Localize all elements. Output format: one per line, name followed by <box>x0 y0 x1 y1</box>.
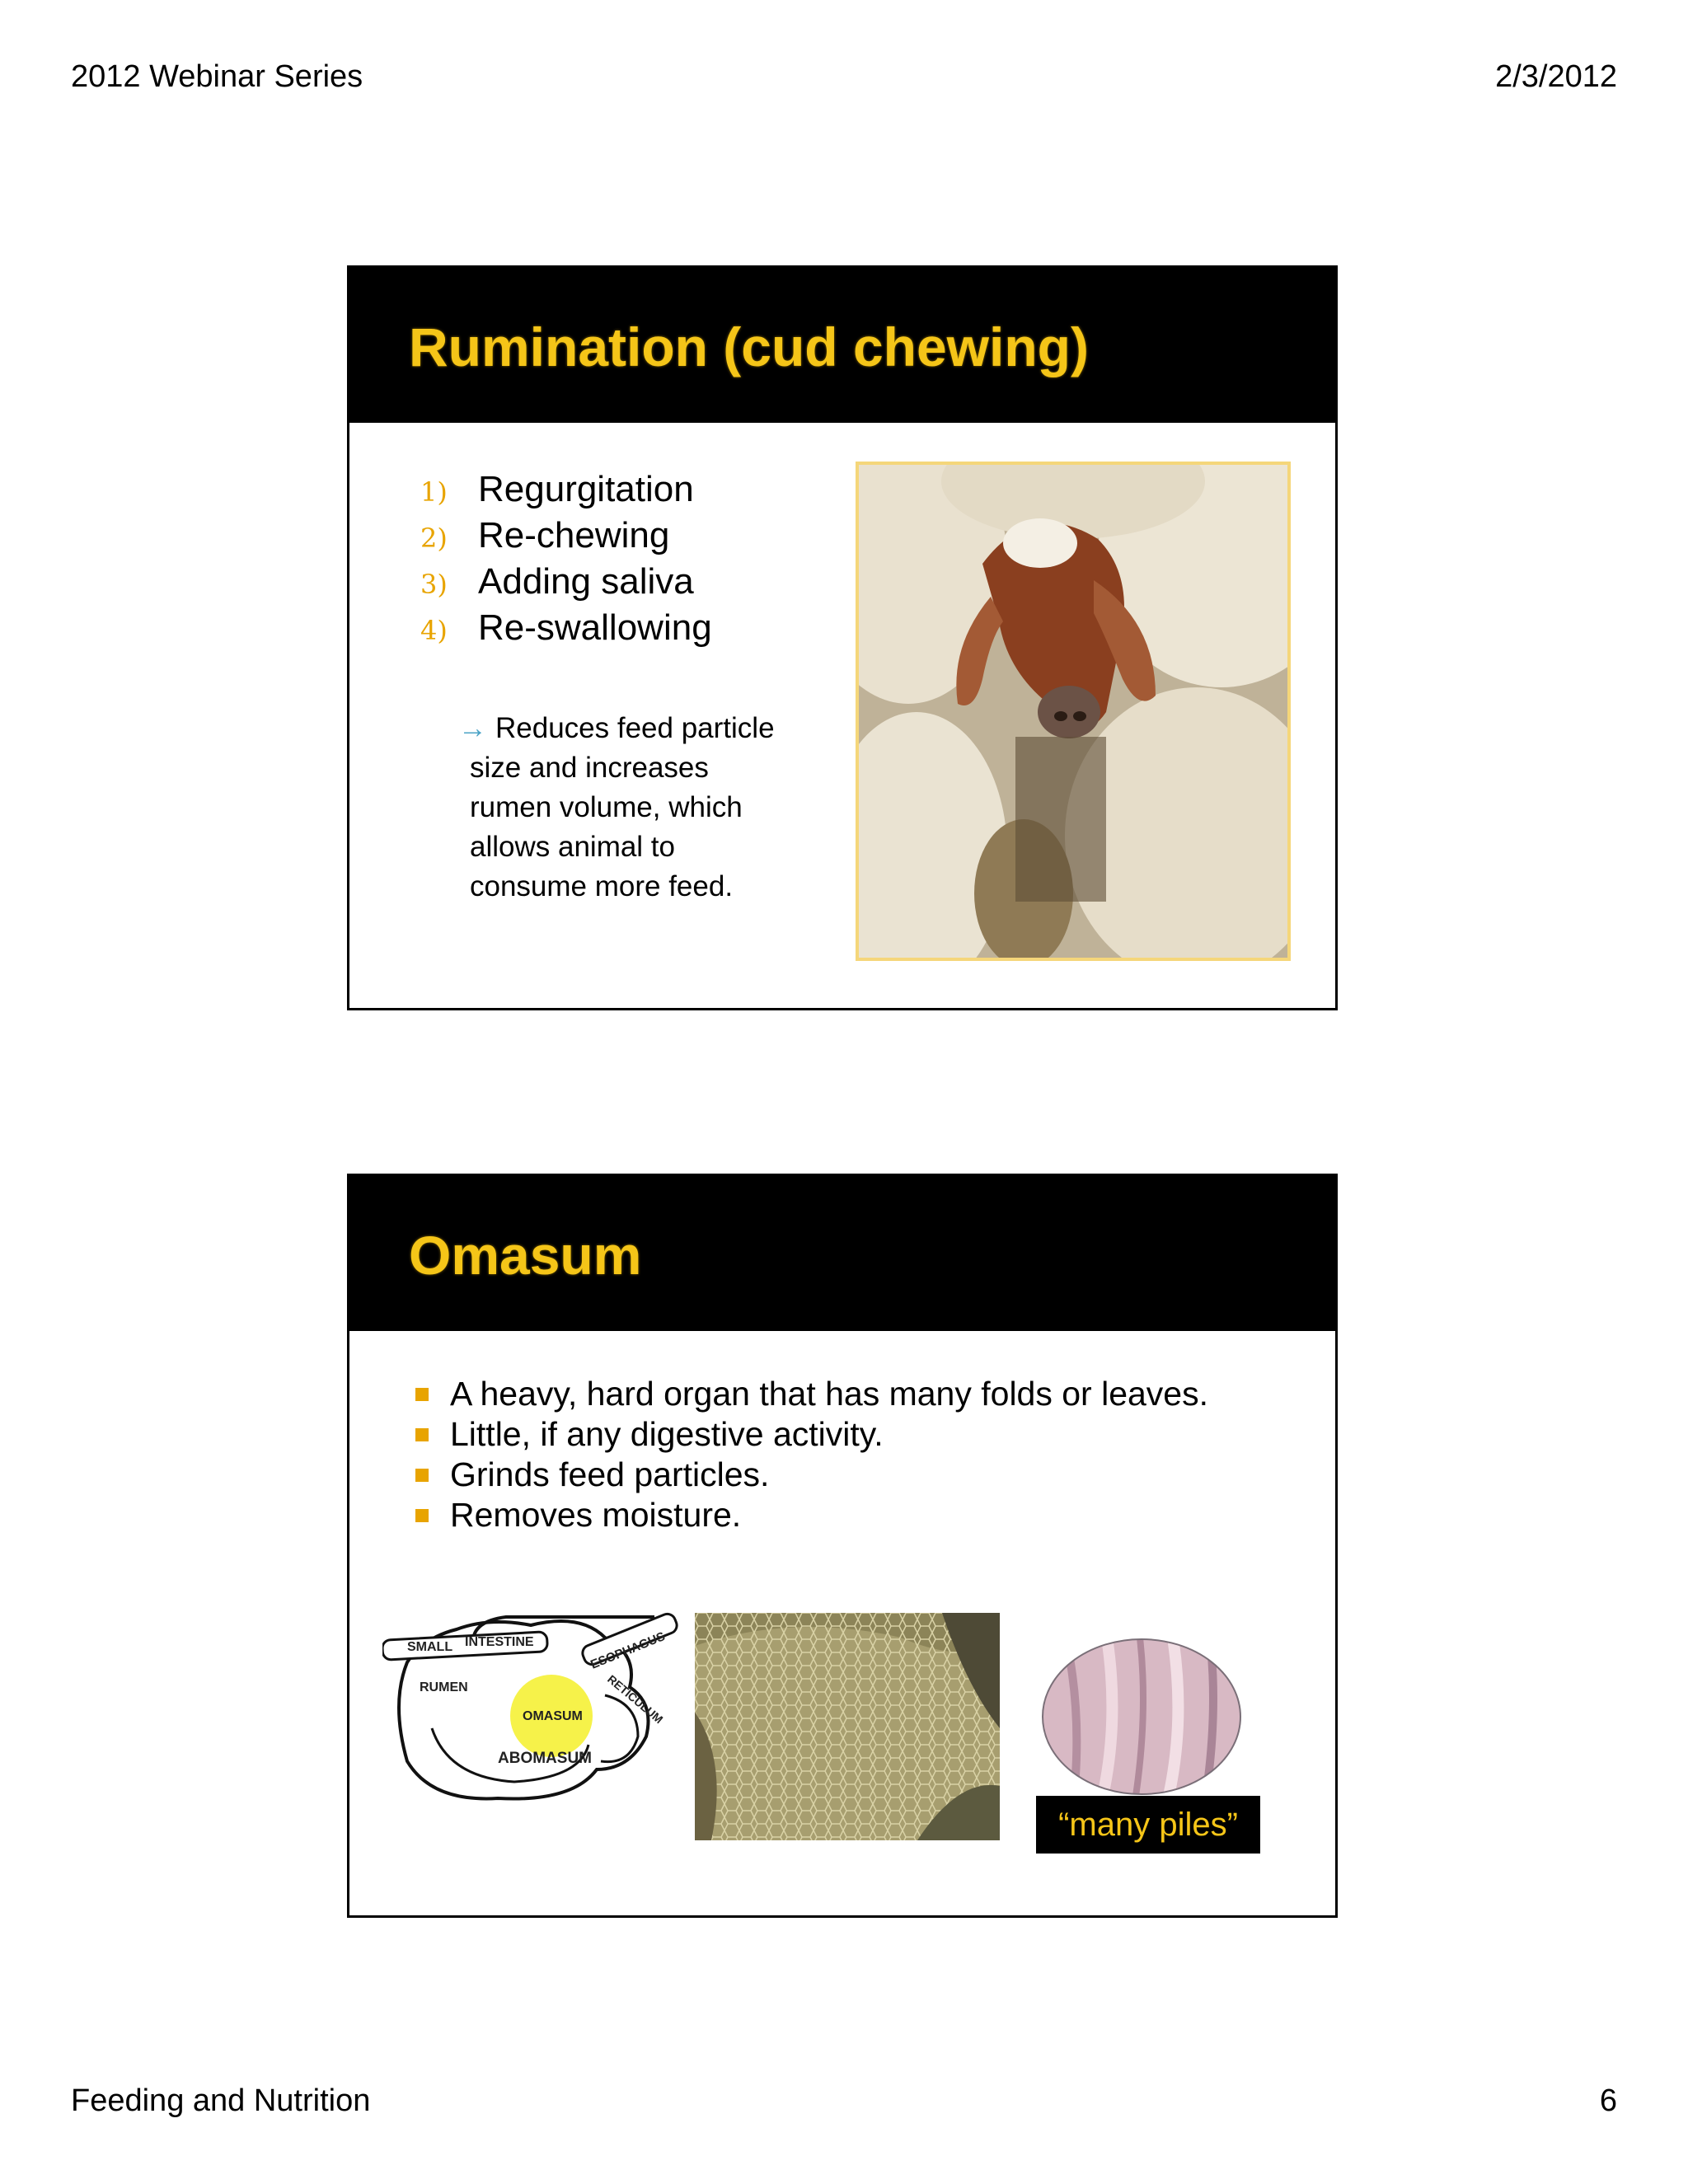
rumination-note <box>458 709 821 907</box>
square-bullet-icon <box>415 1509 429 1522</box>
bullet-text: A heavy, hard organ that has many folds or leaves. <box>450 1375 1208 1413</box>
arrow-right-icon: → <box>458 712 487 744</box>
step-text: Adding saliva <box>478 561 694 602</box>
list-item <box>420 561 712 607</box>
list-item <box>420 607 712 654</box>
list-item <box>415 1495 1208 1535</box>
note-line: rumen volume, which <box>470 791 743 823</box>
step-text: Re-chewing <box>478 515 670 555</box>
page-header <box>71 59 1617 95</box>
page-footer <box>71 2083 1617 2119</box>
diagram-label-abomasum: ABOMASUM <box>498 1750 592 1767</box>
step-text: Re-swallowing <box>478 607 712 648</box>
slide-title: Rumination (cud chewing) <box>409 316 1089 377</box>
square-bullet-icon <box>415 1428 429 1441</box>
list-item <box>415 1414 1208 1455</box>
step-number: 1) <box>420 476 448 508</box>
diagram-label-esophagus: ESOPHAGUS <box>588 1629 668 1672</box>
honeycomb-tissue-photo <box>695 1613 1000 1840</box>
slide-omasum <box>347 1174 1338 1918</box>
reticulum-tissue-image <box>695 1613 1000 1840</box>
diagram-label-rumen: RUMEN <box>420 1680 468 1694</box>
list-item <box>420 515 712 561</box>
step-number: 3) <box>420 569 448 600</box>
bullet-text: Removes moisture. <box>450 1496 742 1534</box>
list-item <box>415 1455 1208 1495</box>
list-item <box>420 469 712 515</box>
note-text: Reduces feed particle <box>495 712 775 744</box>
diagram-label-reticulum: RETICULUM <box>605 1672 666 1727</box>
goat-among-sheep-photo <box>859 465 1287 958</box>
omasum-leaves-photo <box>1041 1638 1242 1796</box>
title-band <box>349 268 1335 423</box>
step-text: Regurgitation <box>478 469 694 509</box>
diagram-label-intestine: INTESTINE <box>465 1635 534 1649</box>
footer-topic: Feeding and Nutrition <box>71 2083 371 2118</box>
header-date: 2/3/2012 <box>1495 59 1617 94</box>
note-line: allows animal to <box>470 831 675 863</box>
diagram-label-small: SMALL <box>407 1640 453 1654</box>
rumination-steps <box>420 469 712 654</box>
bullet-text: Little, if any digestive activity. <box>450 1415 884 1453</box>
step-number: 4) <box>420 615 448 646</box>
slide-title: Omasum <box>409 1225 642 1286</box>
stomach-diagram <box>382 1605 679 1811</box>
header-series: 2012 Webinar Series <box>71 59 363 94</box>
diagram-label-omasum: OMASUM <box>523 1709 583 1723</box>
slide-rumination <box>347 265 1338 1010</box>
list-item <box>415 1374 1208 1414</box>
page-number: 6 <box>1599 2083 1617 2118</box>
ruminant-stomach-diagram <box>382 1605 679 1811</box>
step-number: 2) <box>420 523 448 554</box>
many-piles-caption: “many piles” <box>1036 1796 1260 1854</box>
goat-photo <box>856 462 1291 961</box>
square-bullet-icon <box>415 1388 429 1401</box>
title-band <box>349 1176 1335 1331</box>
note-line: size and increases <box>470 752 709 784</box>
note-line <box>458 709 821 748</box>
square-bullet-icon <box>415 1469 429 1482</box>
note-line: consume more feed. <box>470 870 734 902</box>
omasum-bullets <box>415 1374 1208 1535</box>
omasum-folds-image <box>1041 1638 1242 1796</box>
bullet-text: Grinds feed particles. <box>450 1455 770 1493</box>
